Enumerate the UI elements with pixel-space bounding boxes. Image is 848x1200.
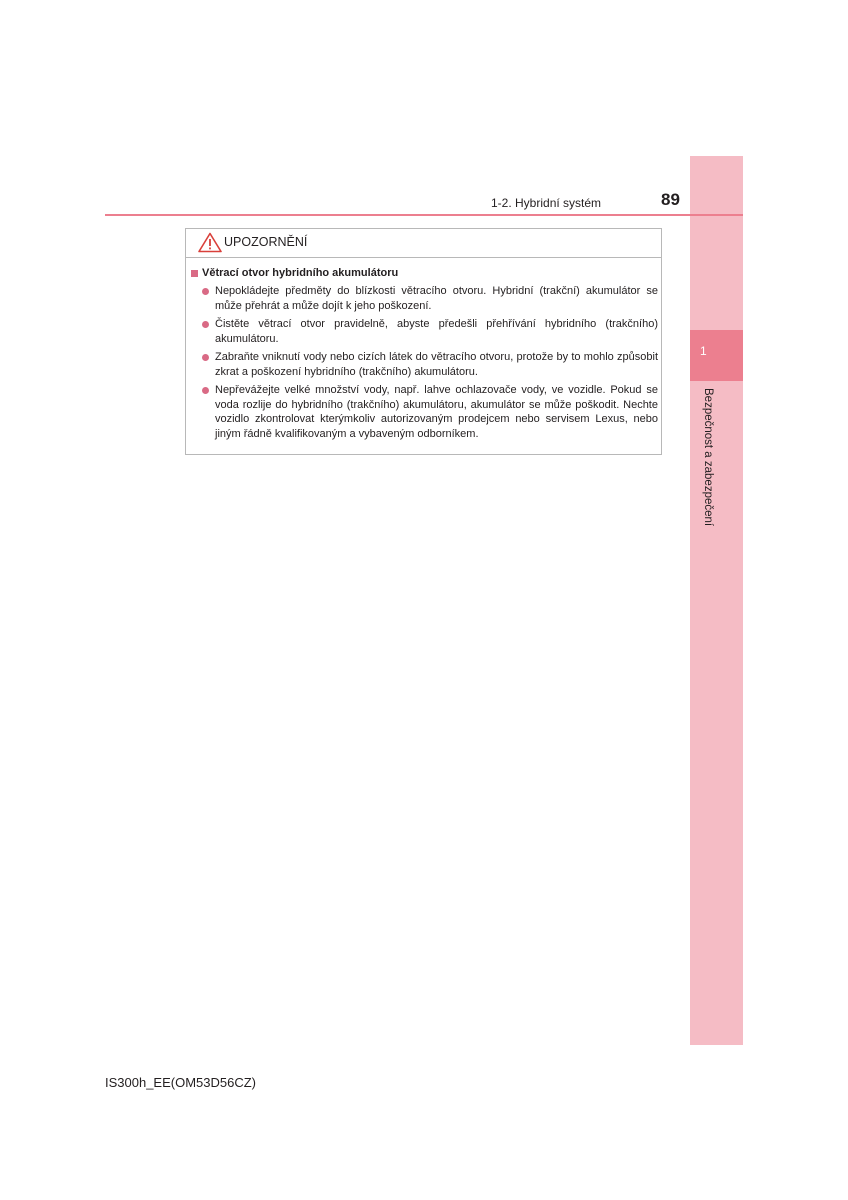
- caution-header: [186, 229, 661, 258]
- list-item-text: Čistěte větrací otvor pravidelně, abyste předešli přehřívání hybridního (trakčního) akumulátoru.: [215, 318, 658, 345]
- warning-triangle-icon: [198, 232, 222, 253]
- caution-box: [185, 228, 662, 455]
- caution-label: UPOZORNĚNÍ: [224, 235, 308, 249]
- page-number: 89: [661, 190, 680, 209]
- caution-list: [202, 284, 658, 445]
- chapter-number: 1: [700, 344, 707, 358]
- bullet-icon: [202, 288, 209, 295]
- model-code: IS300h_EE(OM53D56CZ): [105, 1075, 257, 1090]
- header-rule: [105, 214, 743, 216]
- bullet-icon: [202, 321, 209, 328]
- list-item-text: Nepokládejte předměty do blízkosti větracího otvoru. Hybridní (trakční) akumulátor se může přehrát a může dojít k jeho poškození.: [215, 285, 658, 312]
- list-item-text: Nepřevážejte velké množství vody, např. lahve ochlazovače vody, ve vozidle. Pokud se voda rozlije do hybridního (trakčního) akumulátoru, akumulátor se může poškodit. Nechte vozidlo zkontrolovat kterýmkoliv autorizovaným prodejcem nebo servisem Lexus, nebo jiným řádně kvalifikovaným a vybaveným odborníkem.: [215, 384, 658, 440]
- chapter-marker: [690, 330, 743, 381]
- section-title: 1-2. Hybridní systém: [491, 196, 602, 210]
- square-bullet-icon: [191, 270, 198, 277]
- bullet-icon: [202, 387, 209, 394]
- list-item: [202, 317, 658, 346]
- list-item: [202, 383, 658, 441]
- bullet-icon: [202, 354, 209, 361]
- caution-subheading: [191, 267, 398, 279]
- subheading-text: Větrací otvor hybridního akumulátoru: [202, 267, 399, 279]
- list-item-text: Zabraňte vniknutí vody nebo cizích látek do větracího otvoru, protože by to mohlo způsobit zkrat a poškození hybridního (trakčního) akumulátoru.: [215, 351, 658, 378]
- side-tab: [690, 156, 743, 1045]
- list-item: [202, 284, 658, 313]
- list-item: [202, 350, 658, 379]
- chapter-title: Bezpečnost a zabezpečení: [702, 388, 714, 527]
